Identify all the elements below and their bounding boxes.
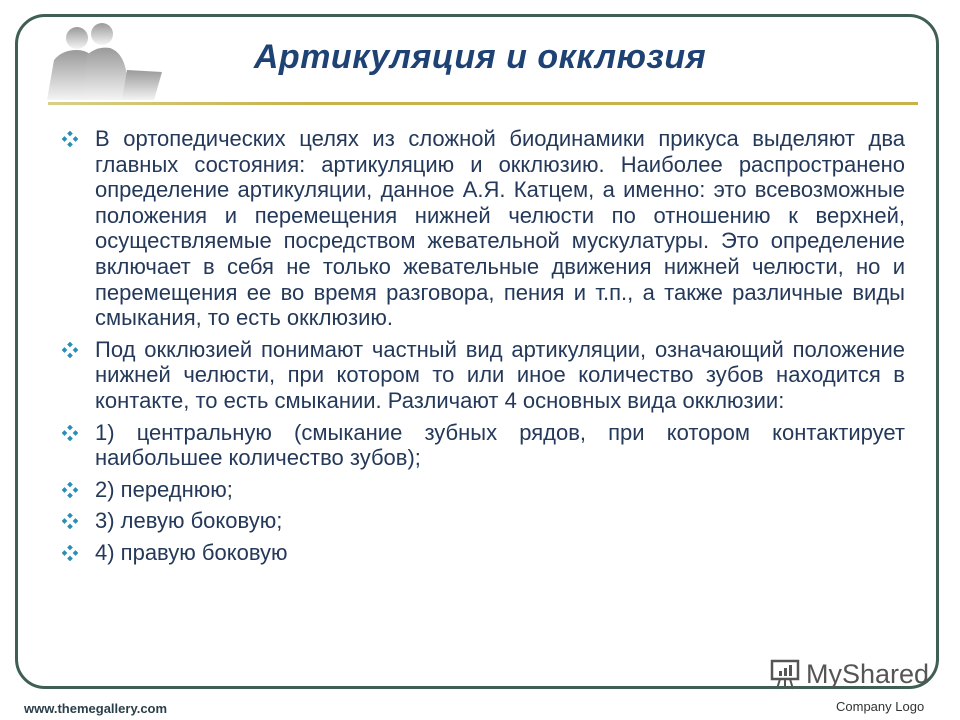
watermark-logo — [768, 657, 929, 691]
bullet-item — [62, 508, 905, 534]
bullet-item — [62, 540, 905, 566]
diamond-bullet-icon — [62, 425, 78, 441]
diamond-bullet-icon — [62, 482, 78, 498]
slide-body — [62, 126, 905, 572]
people-silhouette-icon — [42, 20, 162, 100]
bullet-text: 1) центральную (смыкание зубных рядов, при котором контактирует наибольшее количество зубов); — [95, 419, 905, 471]
website-link[interactable]: www.themegallery.com — [24, 701, 168, 716]
watermark-text: MyShared — [806, 658, 930, 689]
title-divider — [48, 102, 918, 105]
diamond-bullet-icon — [62, 131, 78, 147]
diamond-bullet-icon — [62, 513, 78, 529]
slide-title: Артикуляция и окклюзия — [253, 38, 707, 76]
bullet-text: 3) левую боковую; — [95, 508, 283, 534]
bullet-text: 4) правую боковую — [95, 539, 288, 565]
bullet-text: В ортопедических целях из сложной биодинамики прикуса выделяют два главных состояния: артикуляцию и окклюзию. Наиболее распространено определение артикуляции, данное А.Я. Катцем, а именно: это всевозможные положения и перемещения нижней челюсти по отношению к верхней, осуществляемые посредством жевательной мускулатуры. Это определение включает в себя не только жевательные движения нижней челюсти, но и перемещения ее во время разговора, пения и т.п., а также различные виды смыкания, то есть окклюзию. — [95, 126, 905, 331]
bullet-text: 2) переднюю; — [95, 476, 233, 502]
bullet-text: Под окклюзией понимают частный вид артикуляции, означающий положение нижней челюсти, при котором то или иное количество зубов находится в контакте, то есть смыкании. Различают 4 основных вида окклюзии: — [95, 336, 905, 413]
bullet-item — [62, 477, 905, 503]
presentation-board-icon — [768, 657, 802, 691]
bullet-item — [62, 420, 905, 471]
diamond-bullet-icon — [62, 342, 78, 358]
bullet-item — [62, 337, 905, 414]
bullet-item — [62, 126, 905, 331]
diamond-bullet-icon — [62, 545, 78, 561]
company-logo-text: Company Logo — [836, 699, 925, 714]
